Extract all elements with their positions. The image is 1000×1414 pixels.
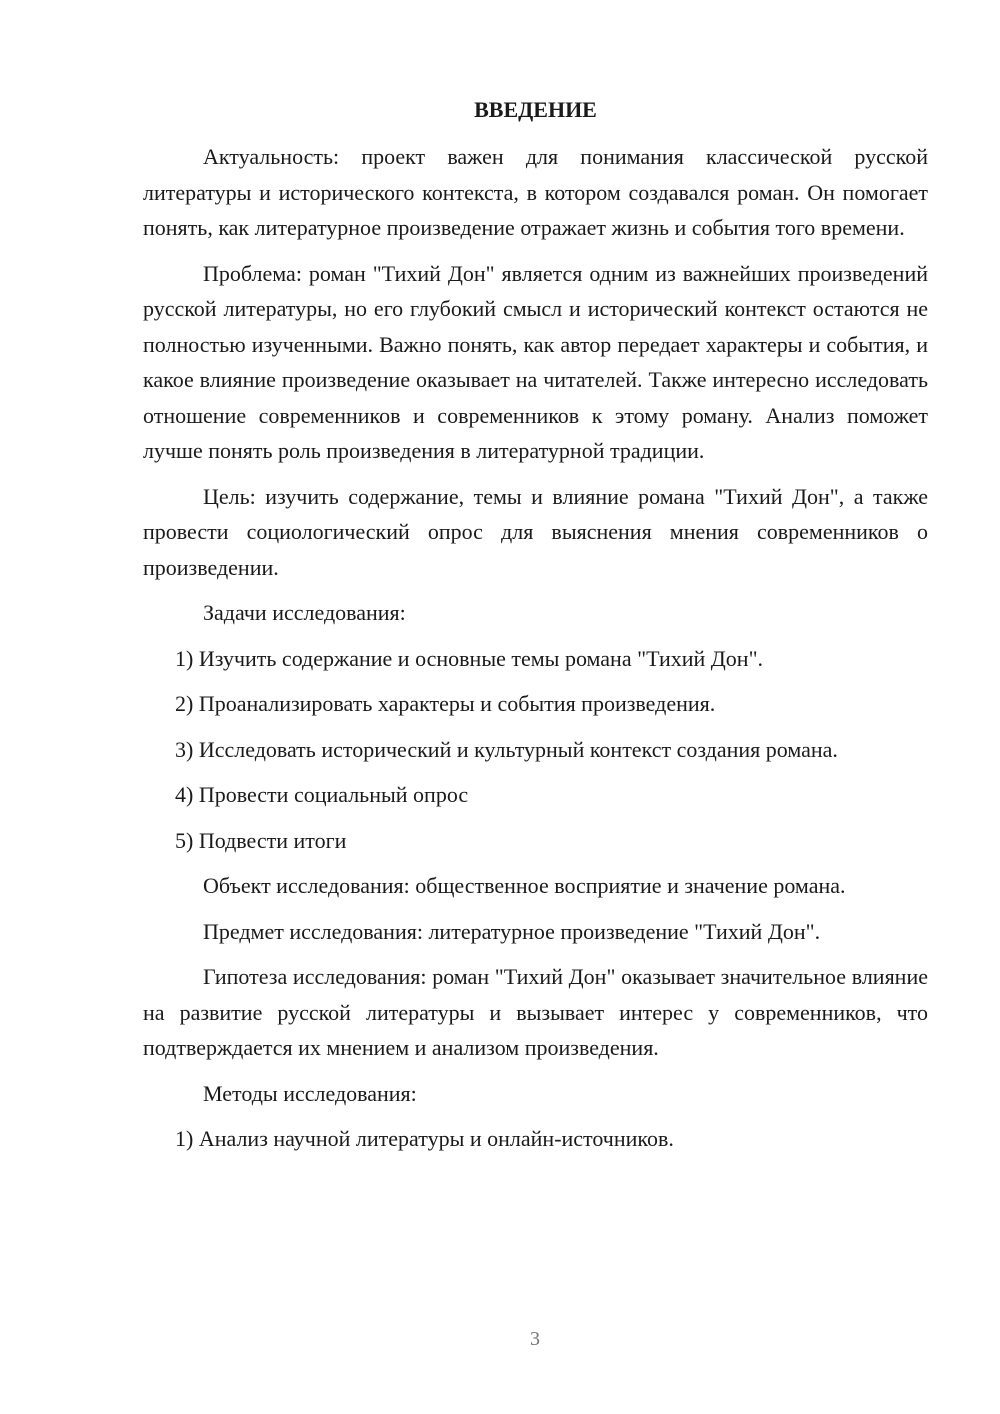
task-item-3: 3) Исследовать исторический и культурный контекст создания романа. (175, 736, 838, 762)
page-number: 3 (530, 1328, 540, 1350)
task-item-5: 5) Подвести итоги (175, 827, 347, 853)
document-page (143, 92, 928, 1167)
task-item-4: 4) Провести социальный опрос (175, 782, 469, 807)
section-heading: ВВЕДЕНИЕ (474, 97, 597, 122)
object-paragraph: Объект исследования: общественное восприятие и значение романа. (203, 873, 846, 898)
method-item-1: 1) Анализ научной литературы и онлайн-источников. (175, 1126, 674, 1151)
methods-heading: Методы исследования: (203, 1080, 417, 1106)
hypothesis-paragraph: Гипотеза исследования: роман "Тихий Дон" оказывает значительное влияние на развитие русской литературы и вызывает интерес у современников, что подтверждается их мнением и анализом произведения. (143, 964, 928, 1060)
relevance-paragraph: Актуальность: проект важен для понимания классической русской литературы и исторического контекста, в котором создавался роман. Он помогает понять, как литературное произведение отражает жизнь и события того времени. (143, 144, 928, 240)
problem-paragraph: Проблема: роман "Тихий Дон" является одним из важнейших произведений русской литературы, но его глубокий смысл и исторический контекст остаются не полностью изученными. Важно понять, как автор передает характеры и события, и какое влияние произведение оказывает на читателей. Также интересно исследовать отношение современников и современников к этому роману. Анализ поможет лучше понять роль произведения в литературной традиции. (143, 260, 928, 463)
task-item-1: 1) Изучить содержание и основные темы романа "Тихий Дон". (175, 645, 764, 671)
goal-paragraph: Цель: изучить содержание, темы и влияние романа "Тихий Дон", а также провести социологический опрос для выяснения мнения современников о произведении. (143, 483, 928, 580)
task-item-2: 2) Проанализировать характеры и события произведения. (175, 691, 716, 716)
subject-paragraph: Предмет исследования: литературное произведение "Тихий Дон". (203, 918, 821, 944)
tasks-heading: Задачи исследования: (203, 600, 406, 625)
